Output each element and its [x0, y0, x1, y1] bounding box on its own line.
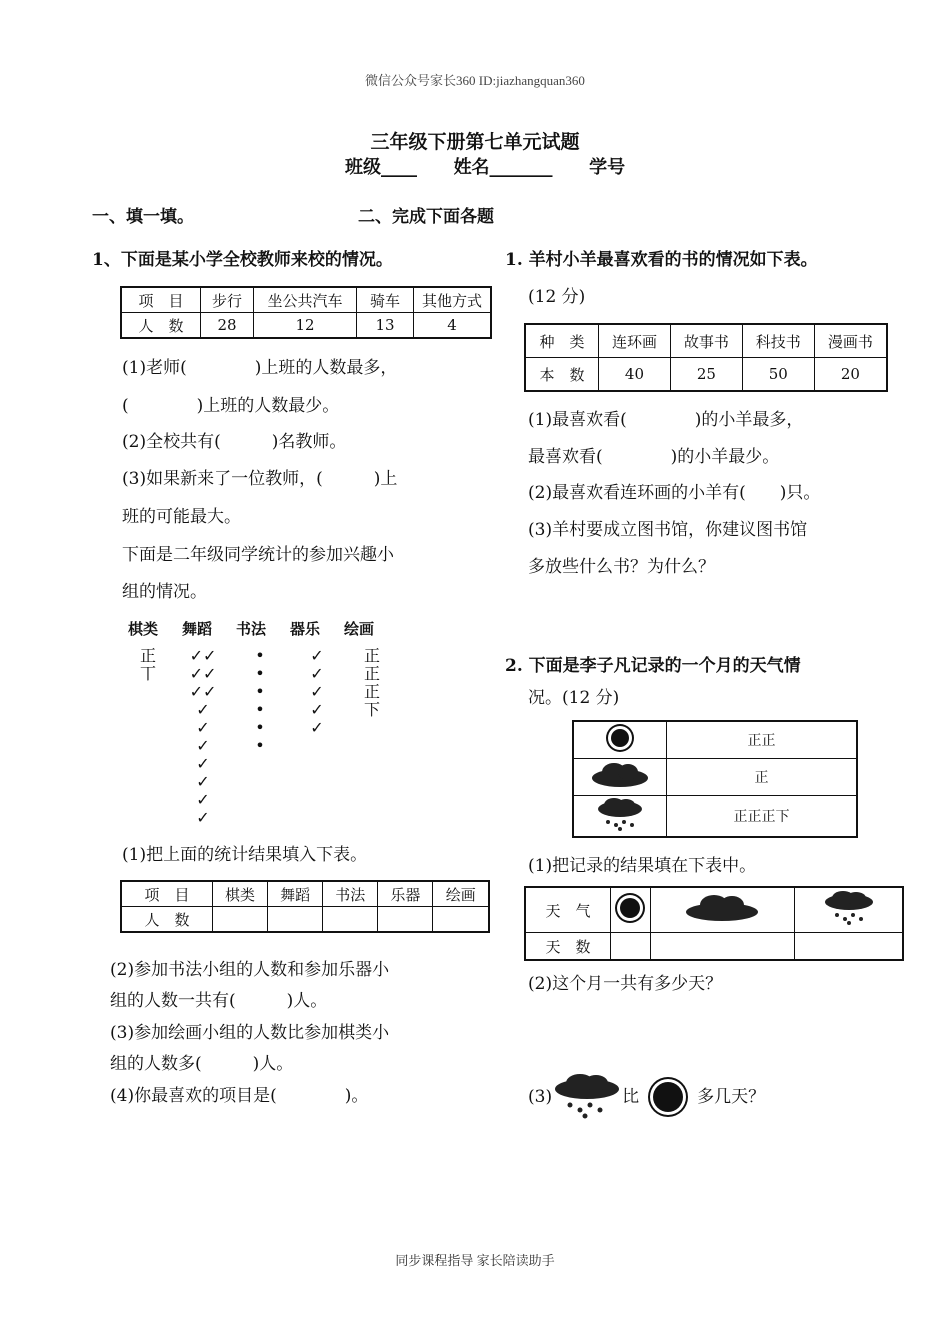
tally-mark: ✓ — [196, 754, 210, 773]
table-cell: 漫画书 — [814, 324, 887, 358]
tally-mark: • — [255, 700, 265, 719]
table-cell-blank[interactable] — [213, 907, 268, 933]
table-cell: 20 — [814, 358, 887, 392]
number-field: 学号 — [589, 157, 626, 178]
table-cell: 种 类 — [525, 324, 599, 358]
tally-header: 绘画 — [344, 620, 375, 638]
table-cell: 25 — [670, 358, 742, 392]
tally-mark: ✓ — [310, 718, 324, 737]
tally-header: 舞蹈 — [182, 620, 213, 638]
table-cell: 人 数 — [121, 313, 201, 339]
right-q1-line: 最喜欢看( )的小羊最少。 — [528, 447, 780, 467]
table-cell: 本 数 — [525, 358, 599, 392]
tally-mark: • — [255, 664, 265, 683]
left-q1-line: 组的情况。 — [122, 582, 207, 602]
page-header: 微信公众号家长360 ID:jiazhangquan360 — [365, 73, 585, 88]
tally-mark: ✓ — [310, 664, 324, 683]
tally-mark: 正 — [139, 646, 156, 665]
tally-mark: 正 — [363, 682, 380, 701]
left-q2-line: 组的人数多( )人。 — [110, 1054, 294, 1074]
right-q1: 1. 羊村小羊最喜欢看的书的情况如下表。 — [505, 250, 818, 270]
right-q2-q3 — [528, 1072, 765, 1122]
left-q2-line: (4)你最喜欢的项目是( )。 — [110, 1086, 369, 1106]
weather-icon-cell — [573, 759, 667, 796]
tally-mark: ✓✓ — [189, 646, 217, 665]
left-q2-line: 组的人数一共有( )人。 — [110, 991, 328, 1011]
weather-tally: 正 — [667, 759, 858, 796]
right-q2-q2: (2)这个月一共有多少天？ — [528, 974, 723, 994]
tally-mark: ✓ — [196, 736, 210, 755]
rain-icon — [552, 1073, 622, 1121]
rain-icon — [821, 890, 877, 926]
sun-icon — [611, 729, 629, 747]
table-cell: 舞蹈 — [268, 881, 323, 907]
tally-col-instrument — [282, 647, 352, 827]
table-cell: 天 气 — [525, 887, 611, 933]
tally-mark: ✓ — [310, 646, 324, 665]
teacher-commute-table — [120, 286, 492, 339]
right-q1-line: (1)最喜欢看( )的小羊最多， — [528, 410, 804, 430]
tally-mark: 下 — [363, 700, 380, 719]
table-cell-blank[interactable] — [795, 933, 903, 961]
table-cell: 书法 — [323, 881, 378, 907]
interest-group-table — [120, 880, 490, 933]
tally-mark: ✓✓ — [189, 682, 217, 701]
section-1-title: 一、填一填。 — [92, 207, 194, 227]
tally-col-calligraphy — [238, 647, 282, 827]
tally-mark: ✓ — [310, 700, 324, 719]
weather-icon-cell — [573, 796, 667, 838]
left-q1-line: (3)如果新来了一位教师，( )上 — [122, 469, 398, 489]
table-cell: 棋类 — [213, 881, 268, 907]
table-cell: 骑车 — [357, 287, 414, 313]
page-title: 三年级下册第七单元试题 — [370, 131, 580, 153]
right-q1-line: (3)羊村要成立图书馆，你建议图书馆 — [528, 520, 808, 540]
interest-group-tally — [128, 618, 398, 827]
table-cell-blank[interactable] — [650, 933, 795, 961]
weather-icon-cell — [650, 887, 795, 933]
tally-col-dance — [168, 647, 238, 827]
page-footer: 同步课程指导 家长陪读助手 — [395, 1253, 555, 1268]
left-q2-line: (3)参加绘画小组的人数比参加棋类小 — [110, 1023, 390, 1043]
table-cell-blank[interactable] — [378, 907, 433, 933]
tally-mark: 正 — [363, 646, 380, 665]
table-cell: 项 目 — [121, 287, 201, 313]
tally-mark: ✓✓ — [189, 664, 217, 683]
sun-icon — [620, 898, 640, 918]
tally-mark: 正 — [363, 664, 380, 683]
table-cell: 天 数 — [525, 933, 611, 961]
left-q2-line: (1)把上面的统计结果填入下表。 — [122, 845, 368, 865]
cloudy-icon — [684, 894, 760, 922]
table-cell: 13 — [357, 313, 414, 339]
q3-suffix: 多几天？ — [697, 1087, 766, 1107]
table-cell: 故事书 — [670, 324, 742, 358]
right-q2-line: (1)把记录的结果填在下表中。 — [528, 856, 757, 876]
tally-mark: • — [255, 736, 265, 755]
table-cell: 40 — [599, 358, 671, 392]
table-cell: 28 — [201, 313, 254, 339]
weather-icon-cell — [611, 887, 651, 933]
weather-icon-cell — [573, 721, 667, 759]
weather-record-table — [572, 720, 858, 838]
class-field: 班级____ — [345, 157, 417, 178]
tally-header: 器乐 — [290, 620, 321, 638]
left-q1-line: (1)老师( )上班的人数最多， — [122, 358, 398, 378]
weather-count-table — [524, 886, 904, 961]
tally-header: 棋类 — [128, 620, 159, 638]
tally-col-painting — [352, 647, 392, 827]
table-cell-blank[interactable] — [268, 907, 323, 933]
table-cell: 50 — [742, 358, 814, 392]
table-cell-blank[interactable] — [611, 933, 651, 961]
right-q2-score: 况。(12 分) — [528, 688, 620, 708]
right-q2: 2. 下面是李子凡记录的一个月的天气情 — [505, 656, 801, 676]
right-q1-line: (2)最喜欢看连环画的小羊有( )只。 — [528, 483, 821, 503]
tally-header: 书法 — [236, 620, 267, 638]
book-preference-table — [524, 323, 888, 392]
weather-tally: 正正 — [667, 721, 858, 759]
table-cell: 项 目 — [121, 881, 213, 907]
weather-tally: 正正正下 — [667, 796, 858, 838]
left-q2-line: (2)参加书法小组的人数和参加乐器小 — [110, 960, 390, 980]
right-q1-score: (12 分) — [528, 287, 586, 307]
left-q1-line: (2)全校共有( )名教师。 — [122, 432, 347, 452]
table-cell: 4 — [414, 313, 492, 339]
table-cell: 连环画 — [599, 324, 671, 358]
rain-icon — [592, 797, 648, 831]
section-2-title: 二、完成下面各题 — [358, 207, 494, 227]
tally-mark: ✓ — [310, 682, 324, 701]
tally-mark: • — [255, 646, 265, 665]
q3-prefix: (3) — [528, 1087, 553, 1107]
sun-icon — [653, 1082, 683, 1112]
table-cell: 12 — [254, 313, 357, 339]
table-cell: 坐公共汽车 — [254, 287, 357, 313]
left-q1: 1、下面是某小学全校教师来校的情况。 — [92, 250, 393, 270]
name-field: 姓名_______ — [453, 157, 553, 178]
tally-mark: 丅 — [139, 664, 156, 683]
tally-mark: ✓ — [196, 808, 210, 827]
table-cell: 步行 — [201, 287, 254, 313]
tally-mark: ✓ — [196, 700, 210, 719]
cloudy-icon — [590, 762, 650, 788]
tally-col-chess — [128, 647, 168, 827]
table-cell-blank[interactable] — [323, 907, 378, 933]
table-cell: 绘画 — [433, 881, 489, 907]
left-q1-line: ( )上班的人数最少。 — [122, 396, 340, 416]
left-q1-line: 班的可能最大。 — [122, 507, 241, 527]
tally-mark: ✓ — [196, 790, 210, 809]
left-q1-line: 下面是二年级同学统计的参加兴趣小 — [122, 545, 394, 565]
weather-icon-cell — [795, 887, 903, 933]
table-cell: 人 数 — [121, 907, 213, 933]
table-cell-blank[interactable] — [433, 907, 489, 933]
student-info — [345, 153, 625, 179]
tally-mark: • — [255, 718, 265, 737]
tally-mark: ✓ — [196, 718, 210, 737]
table-cell: 乐器 — [378, 881, 433, 907]
q3-mid: 比 — [622, 1087, 640, 1107]
table-cell: 科技书 — [742, 324, 814, 358]
tally-mark: • — [255, 682, 265, 701]
table-cell: 其他方式 — [414, 287, 492, 313]
tally-mark: ✓ — [196, 772, 210, 791]
right-q1-line: 多放些什么书？为什么？ — [528, 557, 715, 577]
